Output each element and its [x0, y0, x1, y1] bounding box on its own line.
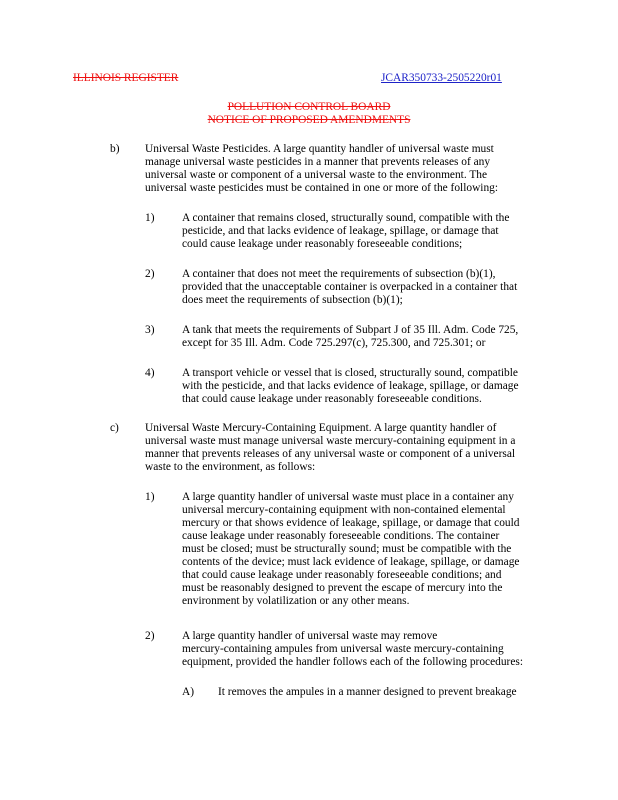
- section-c-marker: c): [110, 422, 119, 434]
- item-c1-marker: 1): [145, 491, 155, 503]
- text-line: A container that remains closed, structurally sound, compatible with the: [182, 212, 510, 224]
- item-b1-marker: 1): [145, 212, 155, 224]
- text-line: pesticide, and that lacks evidence of leakage, spillage, or damage that: [182, 225, 499, 237]
- text-line: must be reasonably designed to prevent the escape of mercury into the: [182, 582, 503, 594]
- text-line: Universal Waste Pesticides. A large quantity handler of universal waste must: [145, 143, 494, 155]
- text-line: environment by volatilization or any other means.: [182, 595, 410, 607]
- text-line: manner that prevents releases of any universal waste or component of a universal: [145, 448, 516, 460]
- text-line: Universal Waste Mercury-Containing Equipment. A large quantity handler of: [145, 422, 497, 434]
- document-id[interactable]: JCAR350733-2505220r01: [381, 72, 502, 84]
- text-line: could cause leakage under reasonably foreseeable conditions;: [182, 238, 463, 250]
- section-b-marker: b): [110, 143, 120, 155]
- text-line: A container that does not meet the requirements of subsection (b)(1),: [182, 268, 496, 280]
- text-line: mercury or that shows evidence of leakage, spillage, or damage that could: [182, 517, 520, 529]
- item-b3-marker: 3): [145, 324, 155, 336]
- text-line: must be closed; must be structurally sound; must be compatible with the: [182, 543, 512, 555]
- item-c2-marker: 2): [145, 630, 155, 642]
- text-line: except for 35 Ill. Adm. Code 725.297(c), 725.300, and 725.301; or: [182, 337, 486, 349]
- text-line: that could cause leakage under reasonably foreseeable conditions; and: [182, 569, 502, 581]
- text-line: cause leakage under reasonably foreseeable conditions. The container: [182, 530, 500, 542]
- notice-title: NOTICE OF PROPOSED AMENDMENTS: [207, 114, 411, 126]
- text-line: universal mercury-containing equipment with non-contained elemental: [182, 504, 506, 516]
- text-line: universal waste must manage universal waste mercury-containing equipment in a: [145, 435, 516, 447]
- text-line: It removes the ampules in a manner designed to prevent breakage: [218, 686, 517, 698]
- text-line: manage universal waste pesticides in a manner that prevents releases of any: [145, 156, 491, 168]
- agency-title: POLLUTION CONTROL BOARD: [227, 101, 391, 113]
- subitem-a-marker: A): [182, 686, 195, 698]
- text-line: waste to the environment, as follows:: [145, 461, 316, 473]
- text-line: does meet the requirements of subsection (b)(1);: [182, 294, 403, 306]
- text-line: A transport vehicle or vessel that is closed, structurally sound, compatible: [182, 367, 518, 379]
- text-line: A large quantity handler of universal waste must place in a container any: [182, 491, 514, 503]
- text-line: contents of the device; must lack evidence of leakage, spillage, or damage: [182, 556, 520, 568]
- text-line: A tank that meets the requirements of Subpart J of 35 Ill. Adm. Code 725,: [182, 324, 519, 336]
- text-line: universal waste pesticides must be contained in one or more of the following:: [145, 182, 499, 194]
- text-line: mercury-containing ampules from universal waste mercury-containing: [182, 643, 504, 655]
- text-line: universal waste or component of a universal waste to the environment. The: [145, 169, 488, 181]
- item-b4-marker: 4): [145, 367, 155, 379]
- text-line: with the pesticide, and that lacks evidence of leakage, spillage, or damage: [182, 380, 519, 392]
- register-header: ILLINOIS REGISTER: [73, 72, 179, 84]
- text-line: A large quantity handler of universal waste may remove: [182, 630, 438, 642]
- text-line: equipment, provided the handler follows each of the following procedures:: [182, 656, 523, 668]
- text-line: that could cause leakage under reasonably foreseeable conditions.: [182, 393, 482, 405]
- text-line: provided that the unacceptable container is overpacked in a container that: [182, 281, 518, 293]
- item-b2-marker: 2): [145, 268, 155, 280]
